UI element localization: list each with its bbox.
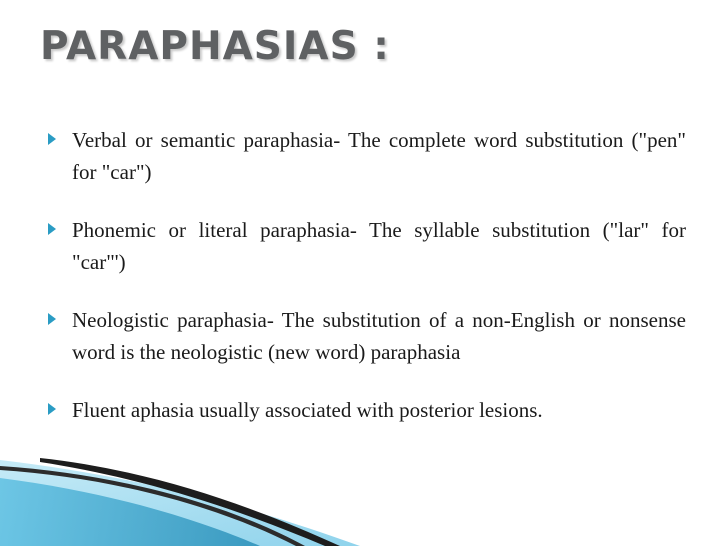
bullet-text: Phonemic or literal paraphasia- The syllable substitution ("lar" for "car"') [72, 218, 686, 274]
bullet-text: Neologistic paraphasia- The substitution of a non-English or nonsense word is the neologistic (new word) paraphasia [72, 308, 686, 364]
bullet-arrow-icon [48, 313, 56, 325]
bullet-item [48, 394, 686, 426]
bullet-text: Fluent aphasia usually associated with posterior lesions. [72, 398, 543, 422]
bullet-item [48, 304, 686, 368]
swoosh-light-band [0, 460, 360, 546]
swoosh-dark-line [40, 458, 340, 546]
swoosh-thin-line [0, 466, 305, 546]
bullet-text: Verbal or semantic paraphasia- The complete word substitution ("pen" for "car") [72, 128, 686, 184]
bullet-list [48, 124, 686, 452]
bullet-item [48, 124, 686, 188]
slide-title: PARAPHASIAS : [40, 24, 390, 69]
bullet-arrow-icon [48, 223, 56, 235]
bullet-arrow-icon [48, 133, 56, 145]
bullet-item [48, 214, 686, 278]
bullet-arrow-icon [48, 403, 56, 415]
swoosh-mid-band [0, 478, 260, 546]
